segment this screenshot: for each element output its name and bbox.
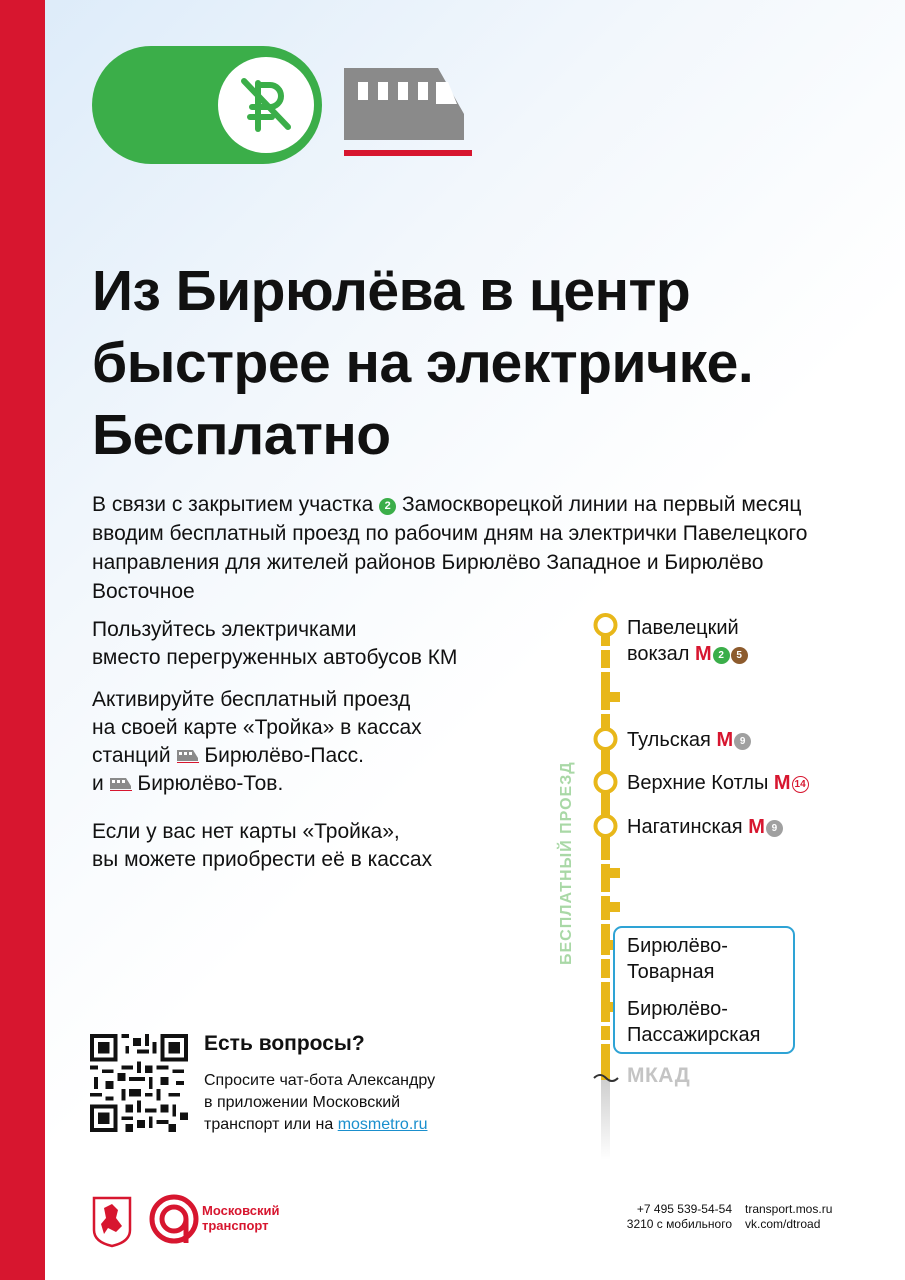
mini-train-icon xyxy=(177,749,199,763)
station-name: Верхние Котлы xyxy=(627,772,769,794)
intro-text xyxy=(92,490,852,606)
headline-line-3: Бесплатно xyxy=(92,403,391,467)
headline-line-2: быстрее на электричке. xyxy=(92,331,754,395)
metro-icon: М xyxy=(716,729,734,751)
questions-line-2: в приложении Московский xyxy=(204,1094,401,1111)
brand-line-2: транспорт xyxy=(202,1218,269,1233)
brand-name xyxy=(202,1203,280,1233)
paragraph-use-trains xyxy=(92,616,532,672)
paragraph-activate xyxy=(92,686,532,798)
station-paveletsky xyxy=(627,615,748,667)
metro-icon: М xyxy=(748,816,765,838)
line-badge: 14 xyxy=(792,776,809,793)
questions-line-3 xyxy=(204,1114,504,1136)
questions-text xyxy=(204,1070,504,1136)
station-biryulevo-passazhirskaya xyxy=(627,996,760,1048)
station-name-line-2 xyxy=(627,641,748,667)
p2-line-3 xyxy=(92,742,532,770)
station-biryulevo-tovarnaya xyxy=(627,933,728,985)
line-badge: 9 xyxy=(734,733,751,750)
p2-line-4-a: и xyxy=(92,772,104,795)
p1-line-2: вместо перегруженных автобусов КМ xyxy=(92,646,458,669)
station-tulskaya xyxy=(627,727,751,753)
line-badge: 9 xyxy=(766,820,783,837)
headline xyxy=(92,255,872,471)
p2-line-2: на своей карте «Тройка» в кассах xyxy=(92,716,422,739)
train-icon xyxy=(342,64,466,142)
station-name: Товарная xyxy=(627,961,715,983)
metro-icon: М xyxy=(773,772,791,794)
p2-line-4-b: Бирюлёво-Тов. xyxy=(137,772,284,795)
no-ruble-icon xyxy=(218,57,314,153)
station-name: Павелецкий xyxy=(627,617,739,639)
station-name: Тульская xyxy=(627,729,711,751)
p2-line-3-a: станций xyxy=(92,744,171,767)
free-travel-label: БЕСПЛАТНЫЙ ПРОЕЗД xyxy=(558,761,575,965)
station-name: Бирюлёво- xyxy=(627,998,728,1020)
questions-title: Есть вопросы? xyxy=(204,1032,365,1055)
station-name: вокзал xyxy=(627,643,690,665)
p2-line-3-b: Бирюлёво-Пасс. xyxy=(204,744,364,767)
questions-line-3-text: транспорт или на xyxy=(204,1116,334,1133)
brand-line-1: Московский xyxy=(202,1203,280,1218)
red-side-bar xyxy=(0,0,45,1280)
p3-line-1: Если у вас нет карты «Тройка», xyxy=(92,820,400,843)
phone-contacts xyxy=(614,1202,732,1232)
vk-link[interactable]: vk.com/dtroad xyxy=(745,1217,821,1231)
web-contacts xyxy=(745,1202,832,1232)
line-badge: 5 xyxy=(731,647,748,664)
intro-part-1: В связи с закрытием участка xyxy=(92,493,374,516)
phone-number[interactable]: +7 495 539-54-54 xyxy=(636,1202,732,1216)
questions-line-1: Спросите чат-бота Александру xyxy=(204,1072,436,1089)
station-name: Пассажирская xyxy=(627,1024,761,1046)
line-badge: 2 xyxy=(713,647,730,664)
line-2-badge: 2 xyxy=(379,498,396,515)
moscow-emblem-icon xyxy=(92,1196,132,1248)
moscow-transport-logo-icon xyxy=(148,1193,200,1245)
intro-part-2: Замоскворецкой линии на первый месяц вводим бесплатный проезд по рабочим дням на электрички Павелецкого направления для жителей районов Бирюлёво Западное и Бирюлёво Восточное xyxy=(92,493,808,603)
qr-code[interactable] xyxy=(90,1034,188,1132)
metro-icon: М xyxy=(695,643,712,665)
train-rail-line xyxy=(344,150,472,156)
headline-line-1: Из Бирюлёва в центр xyxy=(92,259,691,323)
mkad-label: МКАД xyxy=(627,1064,691,1087)
p1-line-1: Пользуйтесь электричками xyxy=(92,618,357,641)
station-name: Бирюлёво- xyxy=(627,935,728,957)
mobile-number[interactable]: 3210 с мобильного xyxy=(626,1217,732,1231)
station-nagatinskaya xyxy=(627,814,783,840)
p3-line-2: вы можете приобрести её в кассах xyxy=(92,848,433,871)
p2-line-4 xyxy=(92,770,532,798)
mosmetro-link[interactable]: mosmetro.ru xyxy=(337,1116,428,1133)
station-name: Нагатинская xyxy=(627,816,743,838)
station-verkhnie-kotly xyxy=(627,770,809,796)
mini-train-icon xyxy=(110,777,132,791)
paragraph-no-card xyxy=(92,818,532,874)
p2-line-1: Активируйте бесплатный проезд xyxy=(92,688,411,711)
site-link[interactable]: transport.mos.ru xyxy=(745,1202,833,1216)
